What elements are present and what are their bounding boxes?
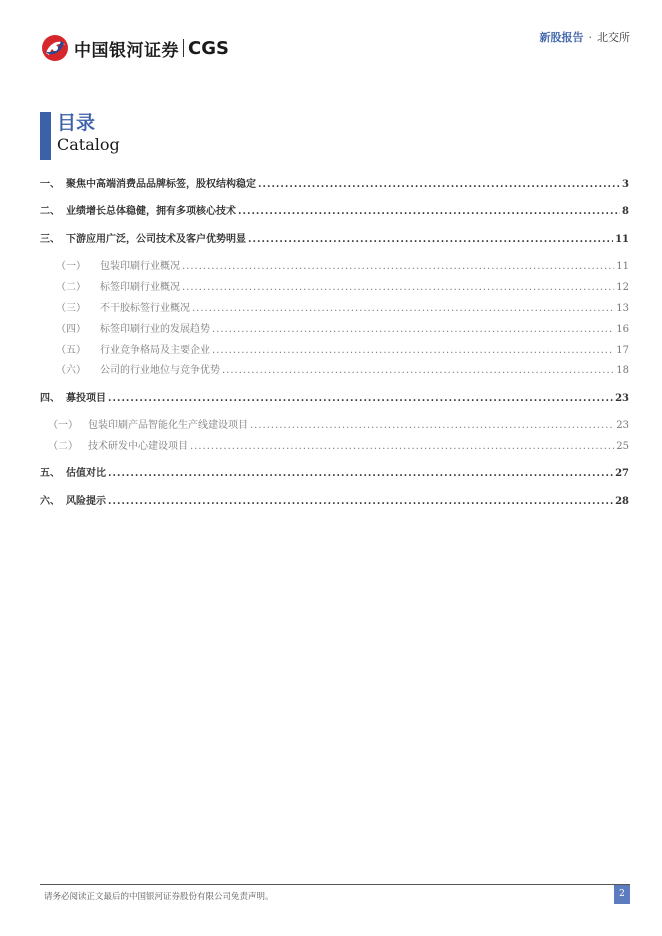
toc-entry-number: （一） (56, 261, 86, 272)
toc-entry-number: 三、 (40, 234, 60, 245)
toc-entry-4[interactable] (40, 389, 629, 404)
toc-entry-3-3[interactable] (56, 299, 629, 314)
galaxy-swirl-icon (40, 33, 70, 63)
toc-entry-number: （三） (56, 303, 86, 314)
toc-entry-number: （一） (48, 420, 78, 431)
toc-entry-label: 不干胶标签行业概况 (100, 303, 190, 314)
toc-entry-number: （四） (56, 324, 86, 335)
toc-entry-number: 二、 (40, 206, 60, 217)
report-type-separator: · (588, 31, 592, 44)
toc-leader-dots (192, 303, 614, 314)
toc-entry-label: 下游应用广泛，公司技术及客户优势明显 (66, 234, 246, 245)
toc-entry-4-2[interactable] (48, 437, 629, 452)
toc-entry-label: 技术研发中心建设项目 (88, 441, 188, 452)
toc-entry-number: （五） (56, 345, 86, 356)
toc-entry-3-2[interactable] (56, 278, 629, 293)
toc-entry-label: 行业竞争格局及主要企业 (100, 345, 210, 356)
toc-entry-page: 27 (615, 468, 629, 479)
toc-entry-3-6[interactable] (56, 361, 629, 376)
toc-entry-page: 3 (622, 179, 629, 190)
toc-entry-label: 估值对比 (66, 468, 106, 479)
brand-divider (183, 39, 184, 57)
toc-entry-number: （二） (56, 282, 86, 293)
toc-entry-number: 四、 (40, 393, 60, 404)
toc-entry-5[interactable] (40, 464, 629, 479)
toc-leader-dots (250, 420, 614, 431)
toc-leader-dots (222, 365, 614, 376)
toc-entry-number: 一、 (40, 179, 60, 190)
toc-leader-dots (182, 282, 614, 293)
toc-leader-dots (248, 234, 613, 245)
toc-entry-2[interactable] (40, 202, 629, 217)
toc-leader-dots (258, 179, 620, 190)
toc-leader-dots (108, 393, 613, 404)
toc-entry-page: 16 (616, 324, 629, 335)
toc-entry-1[interactable] (40, 175, 629, 190)
toc-leader-dots (212, 324, 614, 335)
toc-entry-3-5[interactable] (56, 341, 629, 356)
report-category (540, 29, 631, 45)
toc-entry-label: 包装印刷行业概况 (100, 261, 180, 272)
footer-rule (40, 884, 630, 885)
page-number-badge: 2 (614, 885, 630, 904)
toc-entry-page: 8 (622, 206, 629, 217)
toc-entry-number: 六、 (40, 496, 60, 507)
toc-entry-number: 五、 (40, 468, 60, 479)
toc-leader-dots (182, 261, 614, 272)
report-type-label: 新股报告 (539, 31, 584, 44)
toc-accent-bar (40, 112, 51, 160)
brand-name-en: CGS (188, 37, 229, 59)
exchange-label: 北交所 (597, 31, 630, 44)
toc-entry-page: 17 (616, 345, 629, 356)
toc-subtitle: Catalog (57, 135, 120, 154)
toc-title: 目录 (57, 112, 96, 134)
toc-entry-6[interactable] (40, 492, 629, 507)
toc-entry-3-4[interactable] (56, 320, 629, 335)
toc-entry-label: 募投项目 (66, 393, 106, 404)
brand-name-cn: 中国银河证券 (74, 40, 179, 61)
toc-entry-page: 11 (615, 234, 629, 245)
toc-entry-number: （二） (48, 441, 78, 452)
toc-entry-4-1[interactable] (48, 416, 629, 431)
toc-leader-dots (108, 468, 613, 479)
toc-entry-page: 28 (615, 496, 629, 507)
toc-entry-page: 23 (616, 420, 629, 431)
toc-entry-3[interactable] (40, 230, 629, 245)
page-header (0, 0, 662, 70)
toc-leader-dots (238, 206, 620, 217)
toc-entry-number: （六） (56, 365, 86, 376)
toc-leader-dots (108, 496, 613, 507)
toc-entry-page: 13 (616, 303, 629, 314)
toc-entry-page: 18 (616, 365, 629, 376)
toc-entry-label: 公司的行业地位与竞争优势 (100, 365, 220, 376)
toc-entry-label: 包装印刷产品智能化生产线建设项目 (88, 420, 248, 431)
toc-entry-page: 12 (616, 282, 629, 293)
toc-entry-label: 风险提示 (66, 496, 106, 507)
toc-entry-page: 25 (616, 441, 629, 452)
disclaimer-text: 请务必阅读正文最后的中国银河证券股份有限公司免责声明。 (44, 892, 274, 902)
toc-entry-label: 标签印刷行业概况 (100, 282, 180, 293)
toc-entry-3-1[interactable] (56, 257, 629, 272)
toc-entry-label: 业绩增长总体稳健，拥有多项核心技术 (66, 206, 236, 217)
toc-leader-dots (212, 345, 614, 356)
toc-leader-dots (190, 441, 614, 452)
toc-entry-page: 11 (616, 261, 629, 272)
toc-entry-label: 标签印刷行业的发展趋势 (100, 324, 210, 335)
toc-entry-page: 23 (615, 393, 629, 404)
brand-logo (40, 34, 229, 62)
toc-entry-label: 聚焦中高端消费品品牌标签，股权结构稳定 (66, 179, 256, 190)
